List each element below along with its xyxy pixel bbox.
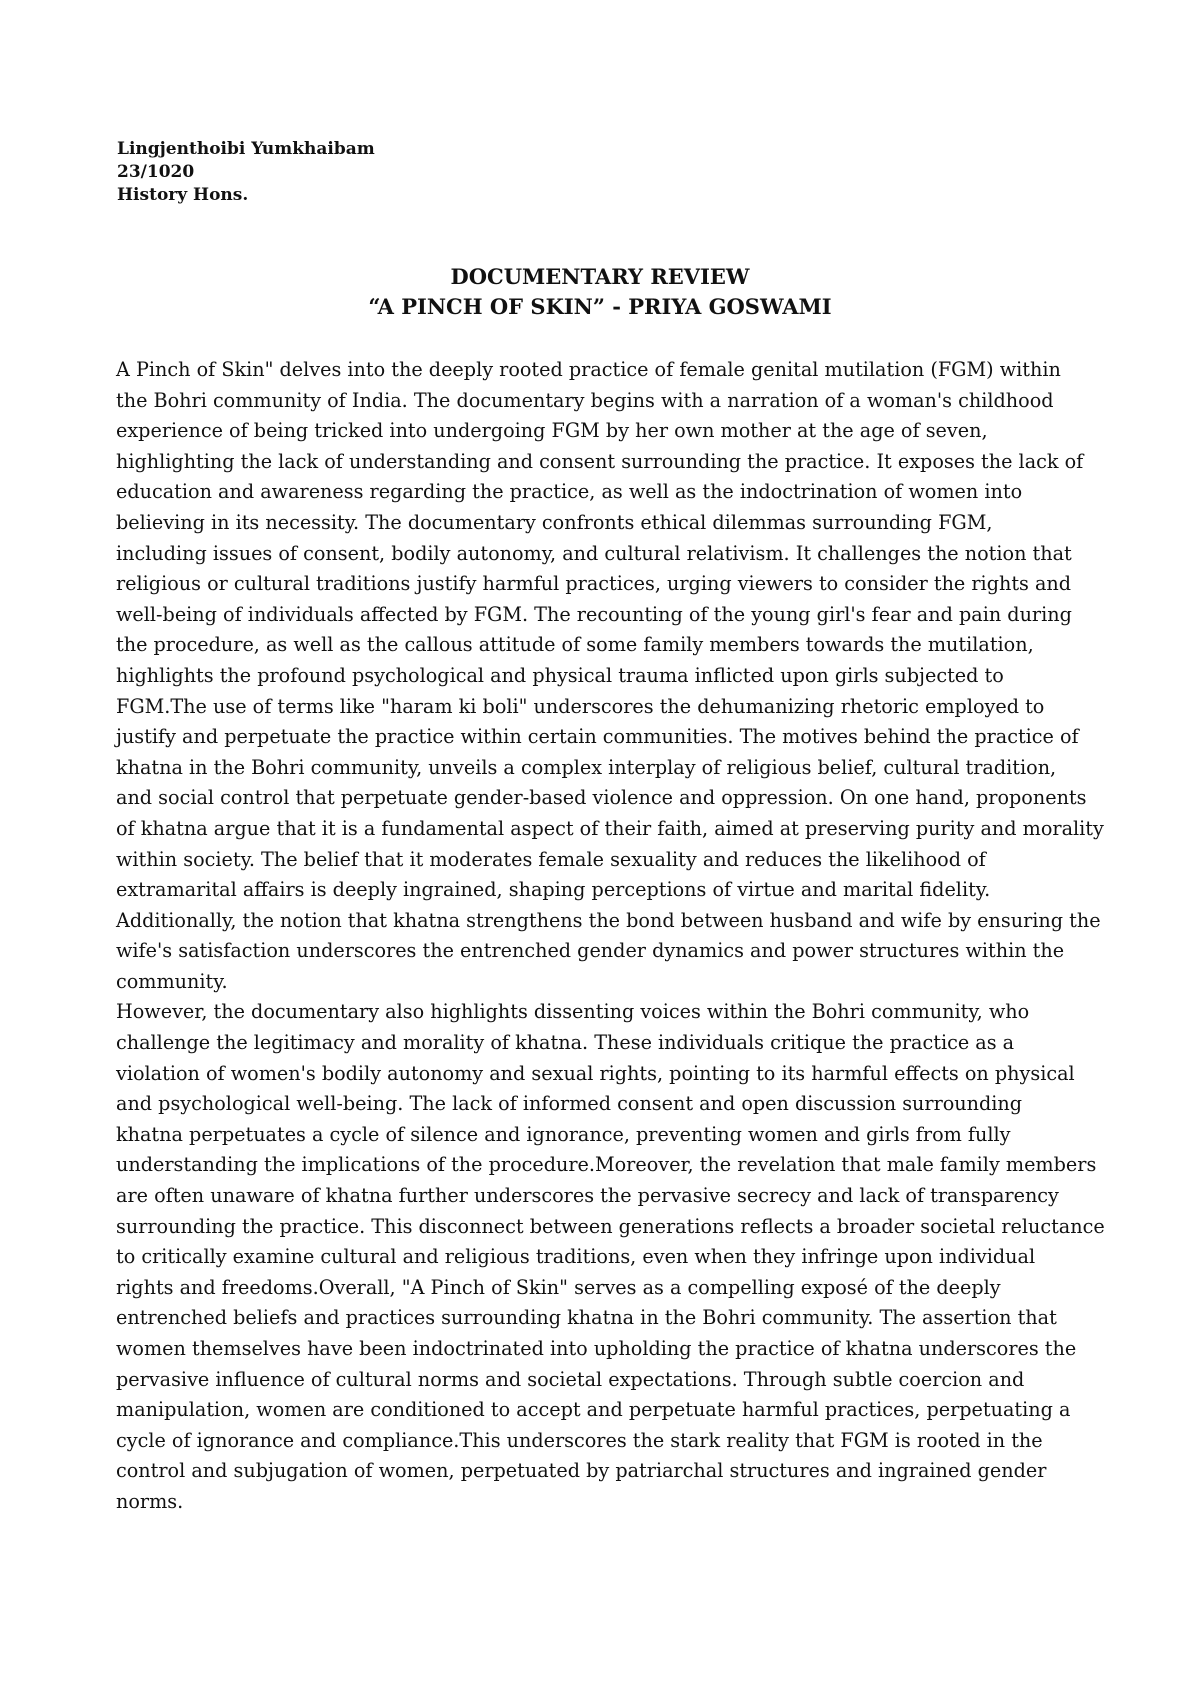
text-line: education and awareness regarding the practice, as well as the indoctrination of women into	[116, 480, 1023, 504]
text-line: to critically examine cultural and religious traditions, even when they infringe upon individual	[116, 1245, 1036, 1269]
text-line: highlights the profound psychological and physical trauma inflicted upon girls subjected to	[116, 663, 1004, 687]
text-line: highlighting the lack of understanding and consent surrounding the practice. It exposes the lack of	[116, 449, 1084, 473]
text-line: understanding the implications of the procedure.Moreover, the revelation that male family members	[116, 1153, 1097, 1177]
text-line: manipulation, women are conditioned to accept and perpetuate harmful practices, perpetuating a	[116, 1398, 1071, 1422]
text-line: are often unaware of khatna further underscores the pervasive secrecy and lack of transparency	[116, 1184, 1059, 1208]
text-line: khatna perpetuates a cycle of silence and ignorance, preventing women and girls from fully	[116, 1122, 1011, 1146]
author-name: Lingjenthoibi Yumkhaibam	[117, 139, 375, 159]
text-line: extramarital affairs is deeply ingrained, shaping perceptions of virtue and marital fidelity.	[116, 878, 991, 902]
text-line: pervasive influence of cultural norms and societal expectations. Through subtle coercion and	[116, 1367, 1025, 1391]
text-line: A Pinch of Skin" delves into the deeply rooted practice of female genital mutilation (FGM) within	[116, 358, 1061, 381]
text-line: norms.	[116, 1489, 184, 1513]
text-line: FGM.The use of terms like "haram ki boli" underscores the dehumanizing rhetoric employed to	[116, 694, 1045, 718]
text-line: the Bohri community of India. The documentary begins with a narration of a woman's childhood	[116, 388, 1054, 412]
text-line: surrounding the practice. This disconnect between generations reflects a broader societal reluctance	[116, 1214, 1105, 1238]
text-line: rights and freedoms.Overall, "A Pinch of Skin" serves as a compelling exposé of the deeply	[116, 1275, 1001, 1299]
text-line: violation of women's bodily autonomy and sexual rights, pointing to its harmful effects on physical	[116, 1061, 1075, 1085]
text-line: women themselves have been indoctrinated into upholding the practice of khatna underscores the	[116, 1337, 1077, 1360]
text-line: community.	[116, 969, 228, 993]
title-line-1: DOCUMENTARY REVIEW	[450, 264, 750, 289]
text-line: including issues of consent, bodily autonomy, and cultural relativism. It challenges the notion that	[116, 541, 1072, 565]
text-line: control and subjugation of women, perpetuated by patriarchal structures and ingrained gender	[116, 1459, 1047, 1483]
text-line: believing in its necessity. The documentary confronts ethical dilemmas surrounding FGM,	[116, 510, 993, 534]
text-line: and social control that perpetuate gender-based violence and oppression. On one hand, proponents	[116, 786, 1087, 810]
text-line: entrenched beliefs and practices surrounding khatna in the Bohri community. The assertion that	[116, 1306, 1057, 1330]
text-line: of khatna argue that it is a fundamental aspect of their faith, aimed at preserving purity and morality	[116, 816, 1104, 840]
review-body	[116, 355, 1105, 1518]
title-line-2: “A PINCH OF SKIN” - PRIYA GOSWAMI	[368, 294, 832, 319]
text-line: experience of being tricked into undergoing FGM by her own mother at the age of seven,	[116, 419, 988, 443]
text-line: Additionally, the notion that khatna strengthens the bond between husband and wife by ensuring the	[116, 908, 1101, 932]
document-title	[0, 262, 1200, 322]
course-name: History Hons.	[117, 185, 249, 205]
text-line: well-being of individuals affected by FGM. The recounting of the young girl's fear and pain during	[116, 602, 1072, 626]
roll-number: 23/1020	[117, 162, 195, 182]
text-line: challenge the legitimacy and morality of khatna. These individuals critique the practice as a	[116, 1031, 1015, 1055]
author-header	[117, 138, 517, 207]
text-line: However, the documentary also highlights dissenting voices within the Bohri community, who	[116, 1000, 1030, 1024]
text-line: wife's satisfaction underscores the entrenched gender dynamics and power structures within the	[116, 939, 1065, 963]
text-line: religious or cultural traditions justify harmful practices, urging viewers to consider the rights and	[116, 572, 1072, 596]
text-line: justify and perpetuate the practice within certain communities. The motives behind the practice of	[116, 725, 1079, 749]
paragraph-1	[116, 355, 1102, 997]
text-line: within society. The belief that it moderates female sexuality and reduces the likelihood of	[116, 847, 986, 871]
text-line: cycle of ignorance and compliance.This underscores the stark reality that FGM is rooted in the	[116, 1428, 1043, 1452]
paragraph-2	[116, 997, 1105, 1517]
text-line: and psychological well-being. The lack of informed consent and open discussion surrounding	[116, 1092, 1023, 1116]
text-line: khatna in the Bohri community, unveils a complex interplay of religious belief, cultural tradition,	[116, 755, 1057, 779]
text-line: the procedure, as well as the callous attitude of some family members towards the mutilation,	[116, 633, 1034, 657]
